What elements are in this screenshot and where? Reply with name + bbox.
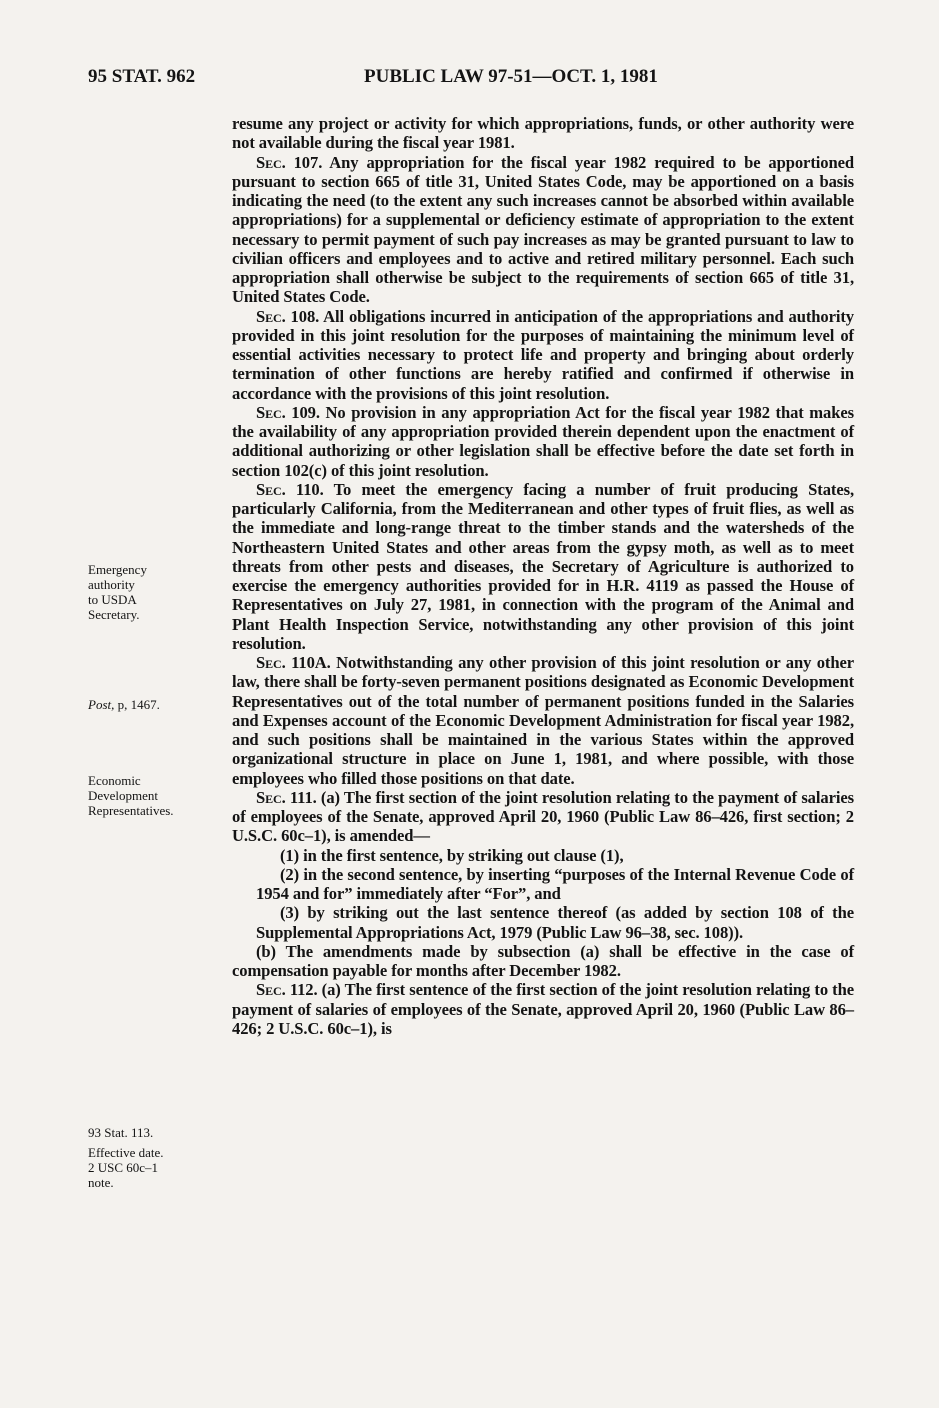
note-post-reference: Post, p, 1467. (88, 697, 160, 712)
public-law-title: PUBLIC LAW 97-51—OCT. 1, 1981 (364, 66, 658, 87)
page-header (88, 66, 858, 90)
section-110a: Sec. 110A. Notwithstanding any other provision of this joint resolution or any other law, there shall be forty-seven permanent positions designated as Economic Development Representatives out of the total number of permanent positions funded in the Salaries and Expenses account of the Economic Development Administration for fiscal year 1982, and such positions shall be maintained in the various States within the approved organizational structure in place on June 1, 1981, and where possible, with those employees who filled those positions on that date. (232, 653, 854, 788)
note-economic-development: Economic Development Representatives. (88, 773, 174, 818)
clause-1: (1) in the first sentence, by striking out clause (1), (280, 845, 624, 865)
section-108: Sec. 108. All obligations incurred in anticipation of the appropriations and authority provided in this joint resolution for the purposes of maintaining the minimum level of essential activities necessary to protect life and property and bringing about orderly termination of other functions are hereby ratified and confirmed if otherwise in accordance with the provisions of this joint resolution. (232, 306, 854, 403)
subsection-b: (b) The amendments made by subsection (a) shall be effective in the case of compensation payable for months after December 1982. (232, 941, 854, 980)
paragraph-continuation: resume any project or activity for which appropriations, funds, or other authority were not available during the fiscal year 1981. (232, 114, 854, 153)
section-111: Sec. 111. (a) The first section of the joint resolution relating to the payment of salaries of employees of the Senate, approved April 20, 1960 (Public Law 86–426, first section; 2 U.S.C. 60c–1), is amended— (232, 787, 854, 846)
clause-3: (3) by striking out the last sentence thereof (as added by section 108 of the Supplemental Appropriations Act, 1979 (Public Law 96–38, sec. 108)). (256, 903, 854, 942)
section-109: Sec. 109. No provision in any appropriation Act for the fiscal year 1982 that makes the availability of any appropriation provided therein dependent upon the enactment of additional authorizing or other legislation shall be effective before the date set forth in section 102(c) of this joint resolution. (232, 402, 854, 480)
note-stat-113: 93 Stat. 113. (88, 1125, 154, 1140)
section-112: Sec. 112. (a) The first sentence of the first section of the joint resolution relating to the payment of salaries of employees of the Senate, approved April 20, 1960 (Public Law 86–426; 2 U.S.C. 60c–1), is (232, 980, 854, 1038)
section-107: Sec. 107. Any appropriation for the fiscal year 1982 required to be apportioned pursuant to section 665 of title 31, United States Code, may be apportioned on a basis indicating the need (to the extent any such increases cannot be absorbed within available appropriations) for a supplemental or deficiency estimate of appropriation to the extent necessary to permit payment of such pay increases as may be granted pursuant to law to civilian officers and employees and to active and retired military personnel. Each such appropriation shall otherwise be subject to the requirements of section 665 of title 31, United States Code. (232, 152, 854, 307)
clause-2: (2) in the second sentence, by inserting “purposes of the Internal Revenue Code of 1954 and for” immediately after “For”, and (256, 864, 854, 903)
stat-citation: 95 STAT. 962 (88, 66, 196, 87)
body-text (232, 114, 854, 1038)
note-effective-date: Effective date. 2 USC 60c–1 note. (88, 1145, 164, 1190)
note-emergency-authority: Emergency authority to USDA Secretary. (88, 562, 147, 622)
section-110: Sec. 110. To meet the emergency facing a number of fruit producing States, particularly California, from the Mediterranean and other types of fruit flies, as well as the immediate and long-range threat to the timber stands and the watersheds of the Northeastern United States and other areas from the gypsy moth, as well as to meet threats from other pests and diseases, the Secretary of Agriculture is authorized to exercise the emergency authorities provided for in H.R. 4119 as passed the House of Representatives on July 27, 1981, in connection with the program of the Animal and Plant Health Inspection Service, notwithstanding any other provision of this joint resolution. (232, 479, 854, 653)
